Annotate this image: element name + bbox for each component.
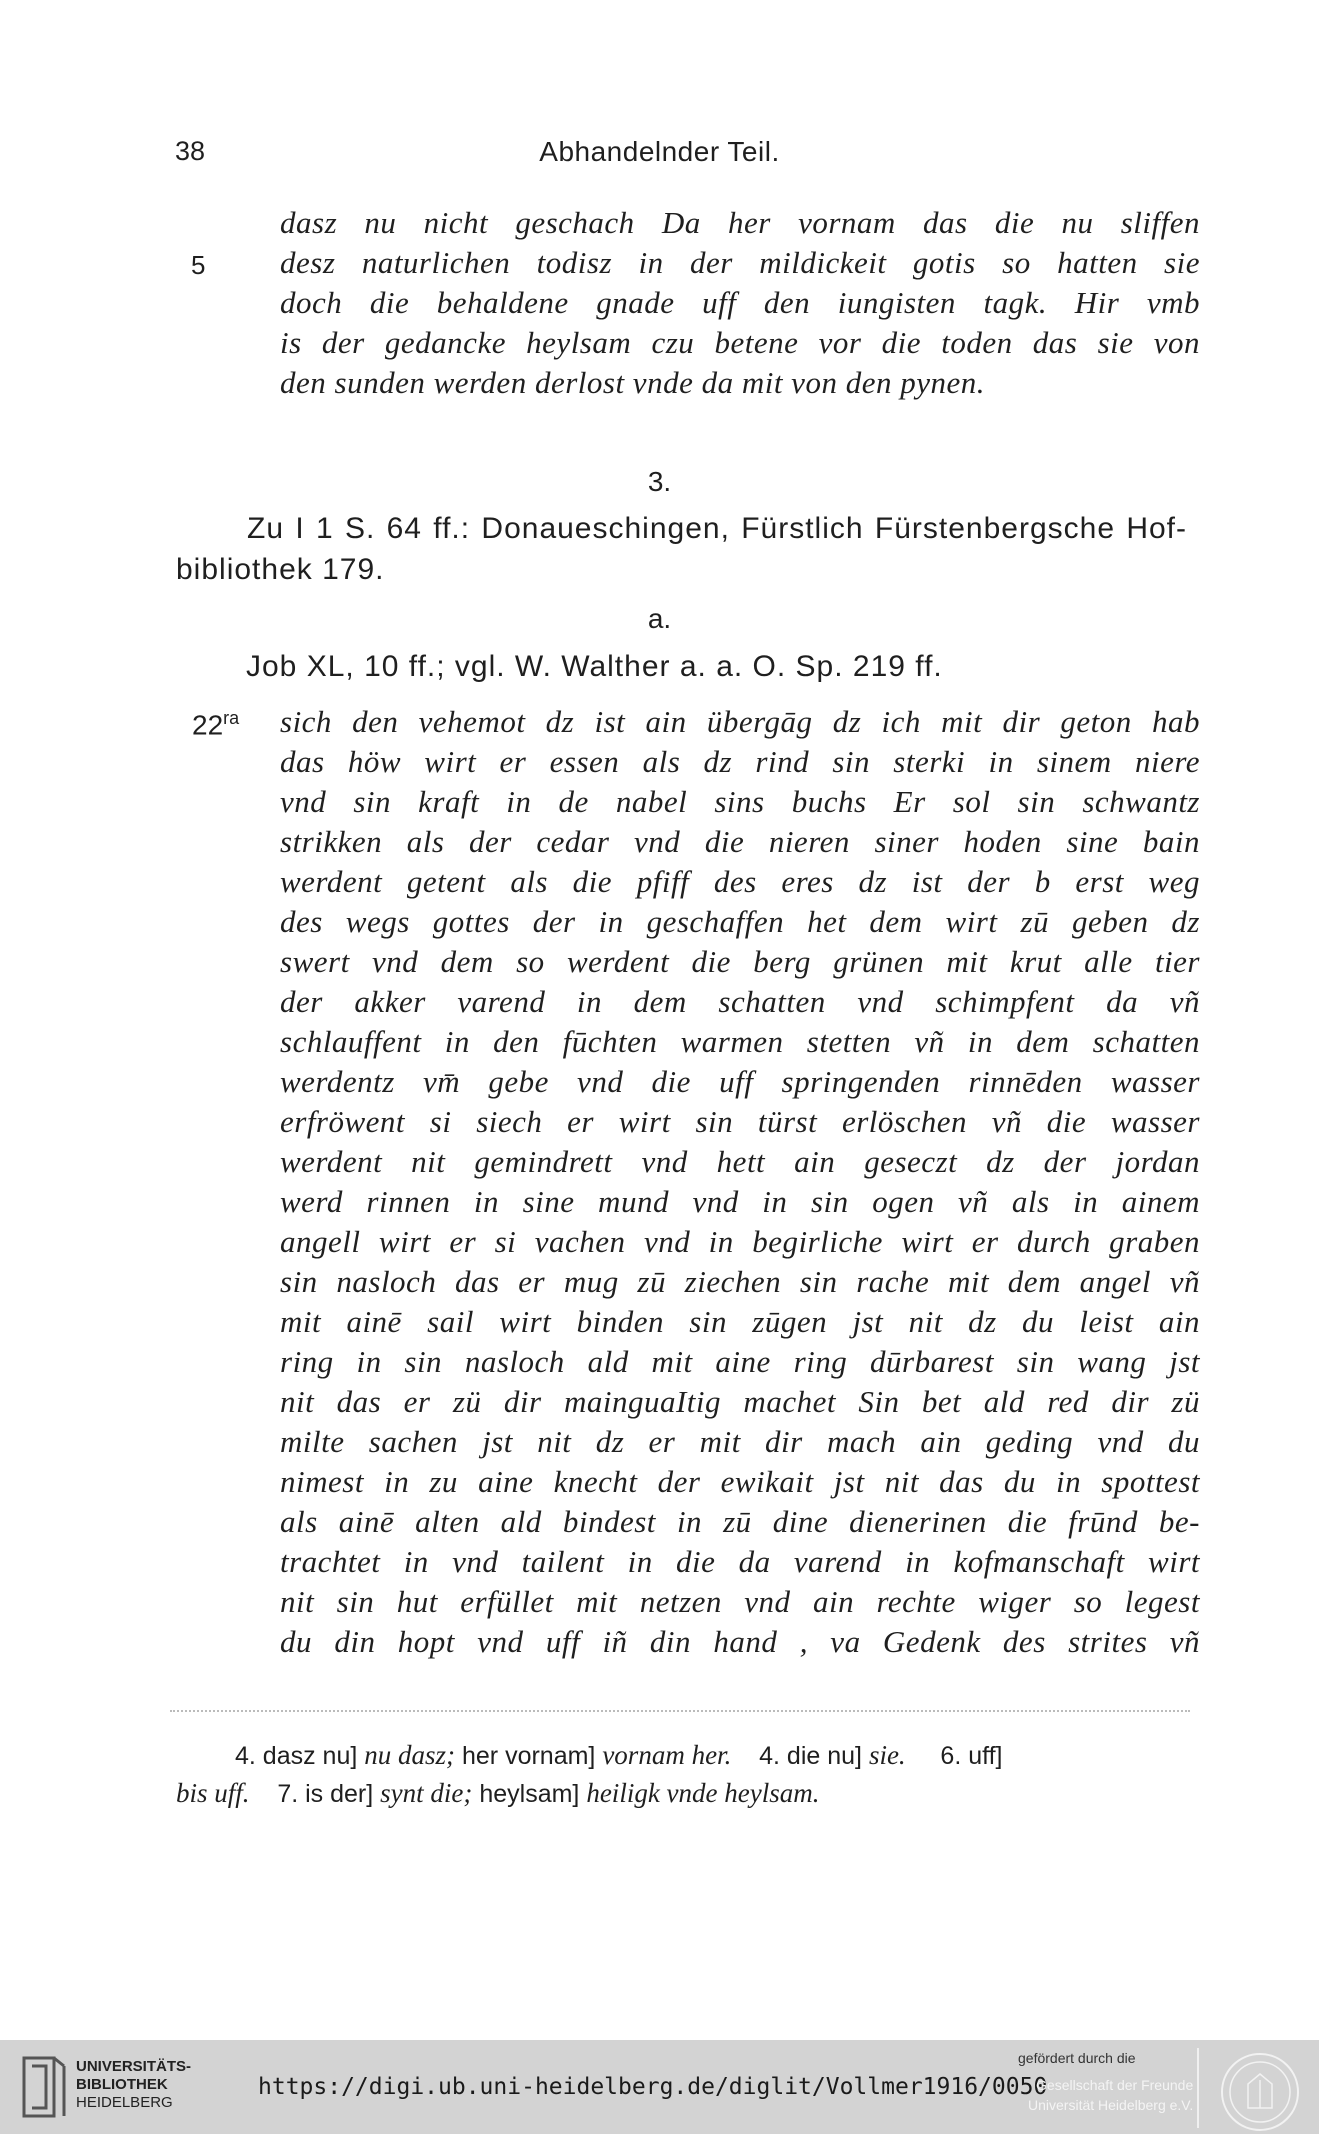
text-line: erfröwent si siech er wirt sin türst erlöschen vñ die wasser (280, 1104, 1200, 1139)
text-line: als ainē alten ald bindest in zū dine dienerinen die frūnd be- (280, 1504, 1200, 1539)
footnote-line: bis uff. 7. is der] synt die; heylsam] heiligk vnde heylsam. (176, 1778, 820, 1808)
bible-reference: Job XL, 10 ff.; vgl. W. Walther a. a. O. Sp. 219 ff. (246, 650, 943, 683)
text-line: das höw wirt er essen als dz rind sin sterki in sinem niere (280, 744, 1200, 779)
text-line: werdentz vm̄ gebe vnd die uff springenden rinnēden wasser (280, 1064, 1200, 1099)
section-number: 3. (647, 466, 672, 497)
text-line: nit das er zü dir mainguaItig machet Sin bet ald red dir zü (280, 1384, 1200, 1419)
university-seal-icon (1218, 2050, 1302, 2134)
text-line: du din hopt vnd uff iñ din hand , va Gedenk des strites vñ (280, 1624, 1200, 1659)
text-line: desz naturlichen todisz in der mildickeit gotis so hatten sie (280, 245, 1200, 280)
text-line: swert vnd dem so werdent die berg grünen mit krut alle tier (280, 944, 1200, 979)
footer-divider (1197, 2048, 1199, 2128)
text-line: ring in sin nasloch ald mit aine ring dūrbarest sin wang jst (280, 1344, 1200, 1379)
footnote-divider (170, 1710, 1190, 1712)
text-line: werdent nit gemindrett vnd hett ain geseczt dz der jordan (280, 1144, 1200, 1179)
text-line: is der gedancke heylsam czu betene vor die toden das sie von (280, 325, 1200, 360)
section-heading: Zu I 1 S. 64 ff.: Donaueschingen, Fürstlich Fürstenbergsche Hof- (247, 512, 1187, 545)
sponsor-label: gefördert durch die (1018, 2050, 1136, 2066)
text-line: angell wirt er si vachen vnd in begirliche wirt er durch graben (280, 1224, 1200, 1259)
text-line: nit sin hut erfüllet mit netzen vnd ain rechte wiger so legest (280, 1584, 1200, 1619)
text-line: der akker varend in dem schatten vnd schimpfent da vñ (280, 984, 1200, 1019)
running-title: Abhandelnder Teil. (539, 136, 780, 167)
line-number-marker: 5 (191, 250, 206, 280)
sub-letter: a. (647, 603, 672, 634)
folio-marker: $22^{ra}$ (192, 708, 240, 741)
page-number: 38 (175, 136, 206, 166)
text-line: dasz nu nicht geschach Da her vornam das die nu sliffen (280, 205, 1200, 240)
text-line: werd rinnen in sine mund vnd in sin ogen vñ als in ainem (280, 1184, 1200, 1219)
section-heading-continued: bibliothek 179. (176, 553, 385, 586)
library-name: UNIVERSITÄTS- BIBLIOTHEK HEIDELBERG (76, 2058, 192, 2111)
text-line: schlauffent in den fūchten warmen stetten vñ in dem schatten (280, 1024, 1200, 1059)
text-line: des wegs gottes der in geschaffen het dem wirt zū geben dz (280, 904, 1200, 939)
university-library-logo-icon (20, 2052, 68, 2122)
sponsor-name: Gesellschaft der Freunde Universität Heidelberg e.V. (1028, 2077, 1194, 2113)
text-line: sich den vehemot dz ist ain übergāg dz ich mit dir geton hab (280, 704, 1200, 739)
text-line: doch die behaldene gnade uff den iungisten tagk. Hir vmb (280, 285, 1200, 320)
text-line: strikken als der cedar vnd die nieren siner hoden sine bain (280, 824, 1200, 859)
text-line: mit ainē sail wirt binden sin zūgen jst nit dz du leist ain (280, 1304, 1200, 1339)
text-line: den sunden werden derlost vnde da mit von den pynen. (280, 365, 985, 400)
text-line: trachtet in vnd tailent in die da varend in kofmanschaft wirt (280, 1544, 1200, 1579)
text-line: milte sachen jst nit dz er mit dir mach ain geding vnd du (280, 1424, 1200, 1459)
text-line: sin nasloch das er mug zū ziechen sin rache mit dem angel vñ (280, 1264, 1200, 1299)
text-line: vnd sin kraft in de nabel sins buchs Er sol sin schwantz (280, 784, 1200, 819)
text-line: werdent getent als die pfiff des eres dz ist der b erst weg (280, 864, 1200, 899)
text-line: nimest in zu aine knecht der ewikait jst nit das du in spottest (280, 1464, 1200, 1499)
permalink-url[interactable]: https://digi.ub.uni-heidelberg.de/diglit/Vollmer1916/0050 (258, 2074, 1048, 2100)
footnote-line: 4. dasz nu] nu dasz; her vornam] vornam her. 4. die nu] sie. 6. uff] (235, 1740, 1003, 1770)
